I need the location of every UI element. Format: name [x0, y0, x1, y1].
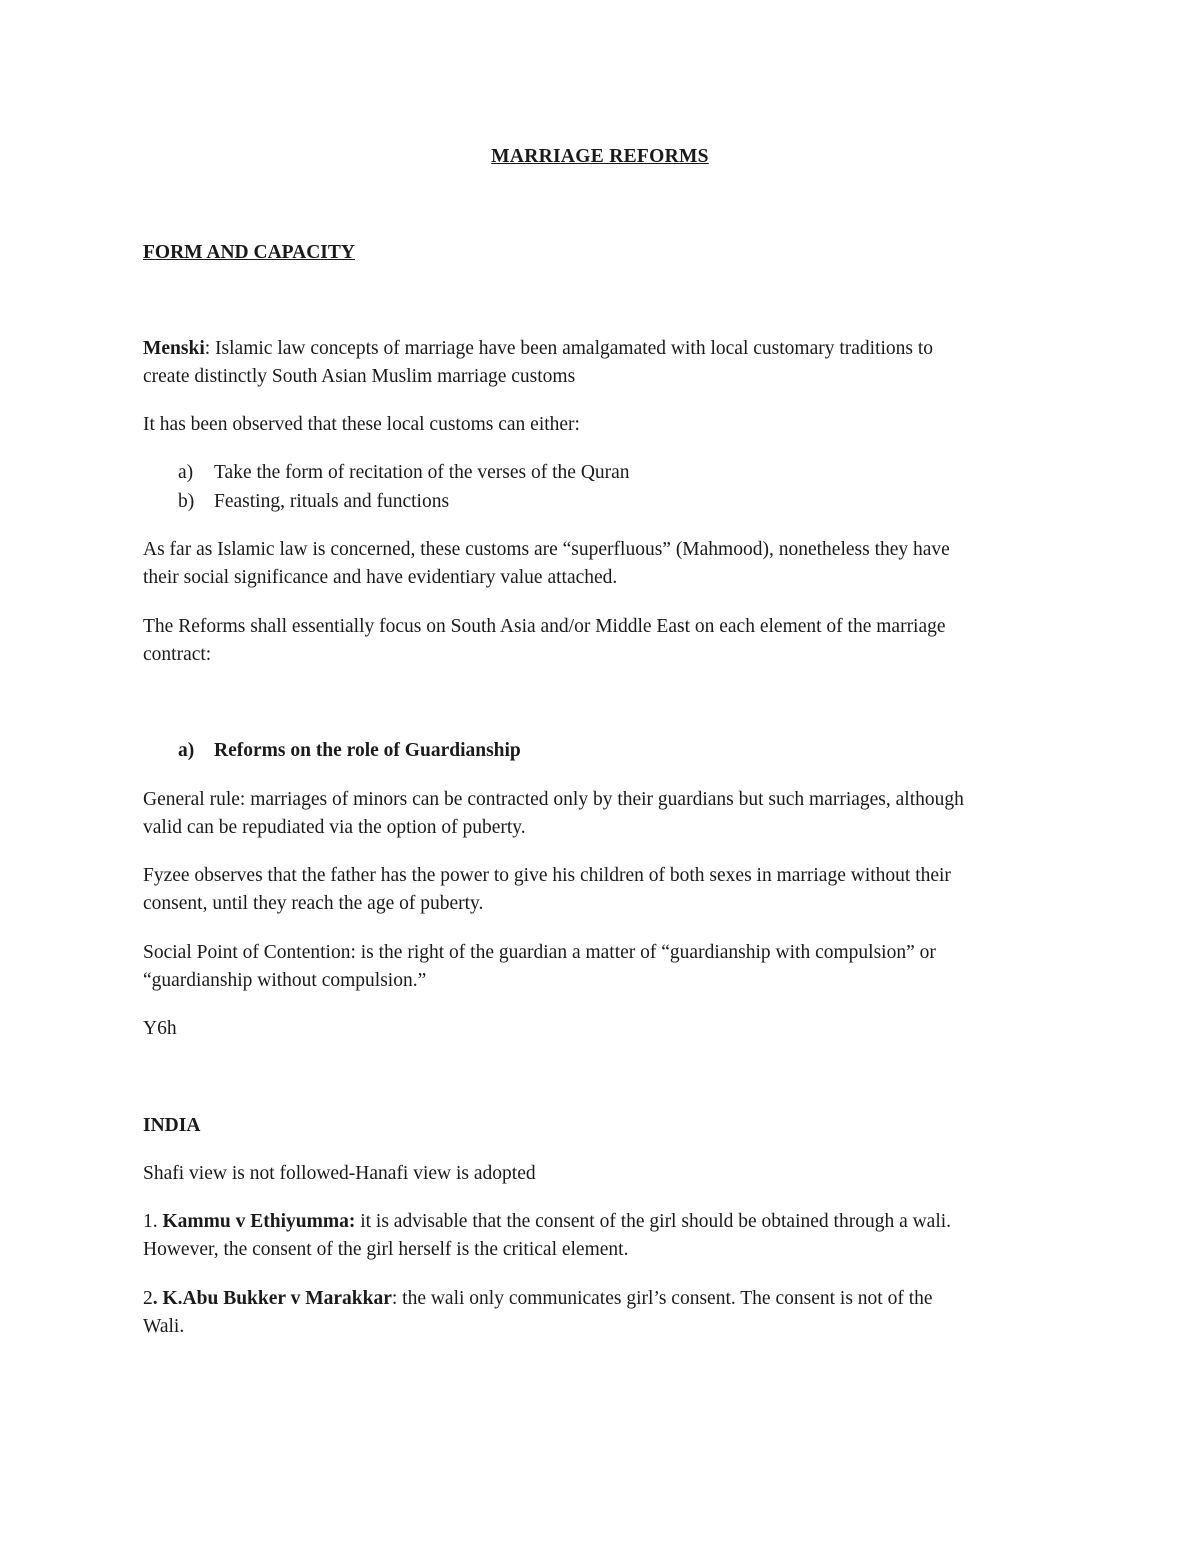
section-heading-form-and-capacity: FORM AND CAPACITY — [143, 242, 355, 263]
list-item-text: Take the form of recitation of the verses of the Quran — [214, 462, 630, 483]
paragraph-menski — [143, 335, 1063, 363]
paragraph-contention-cont: “guardianship without compulsion.” — [143, 970, 427, 991]
author-name: Menski — [143, 338, 205, 359]
paragraph-fyzee: Fyzee observes that the father has the power to give his children of both sexes in marriage without their — [143, 865, 951, 886]
paragraph-superfluous: As far as Islamic law is concerned, these customs are “superfluous” (Mahmood), nonetheless they have — [143, 539, 950, 560]
subheading-marker: a) — [178, 740, 195, 761]
case-text: it is advisable that the consent of the girl should be obtained through a wali. — [355, 1211, 952, 1232]
paragraph-contention: Social Point of Contention: is the right of the guardian a matter of “guardianship with compulsion” or — [143, 942, 936, 963]
list-item — [178, 459, 1058, 487]
list-marker: b) — [178, 491, 195, 512]
subheading-text: Reforms on the role of Guardianship — [214, 740, 521, 761]
paragraph-general-rule: General rule: marriages of minors can be contracted only by their guardians but such marriages, although — [143, 789, 964, 810]
paragraph-menski-cont: create distinctly South Asian Muslim marriage customs — [143, 366, 576, 387]
paragraph-y6h: Y6h — [143, 1018, 177, 1039]
case-abu-bukker — [143, 1285, 1063, 1313]
paragraph-local-customs: It has been observed that these local customs can either: — [143, 414, 580, 435]
paragraph-fyzee-cont: consent, until they reach the age of puberty. — [143, 893, 484, 914]
case-name: . K.Abu Bukker v Marakkar — [152, 1288, 392, 1309]
case-abu-bukker-cont: Wali. — [143, 1316, 185, 1337]
paragraph-superfluous-cont: their social significance and have evidentiary value attached. — [143, 567, 618, 588]
case-text: : the wali only communicates girl’s consent. The consent is not of the — [391, 1288, 933, 1309]
case-kammu — [143, 1208, 1063, 1236]
case-kammu-cont: However, the consent of the girl herself is the critical element. — [143, 1239, 629, 1260]
paragraph-shafi-hanafi: Shafi view is not followed-Hanafi view is adopted — [143, 1163, 536, 1184]
paragraph-reforms-focus: The Reforms shall essentially focus on South Asia and/or Middle East on each element of the marriage — [143, 616, 946, 637]
case-number: 2 — [143, 1288, 153, 1309]
document-title: MARRIAGE REFORMS — [491, 146, 709, 167]
case-name: Kammu v Ethiyumma: — [162, 1211, 356, 1232]
list-item-text: Feasting, rituals and functions — [214, 491, 450, 512]
paragraph-reforms-focus-cont: contract: — [143, 644, 212, 665]
list-marker: a) — [178, 462, 194, 483]
paragraph-text: : Islamic law concepts of marriage have been amalgamated with local customary traditions to — [204, 338, 934, 359]
section-heading-india: INDIA — [143, 1115, 201, 1136]
paragraph-general-rule-cont: valid can be repudiated via the option of puberty. — [143, 817, 526, 838]
case-number: 1. — [143, 1211, 163, 1232]
list-item — [178, 488, 1058, 516]
subheading-guardianship — [178, 737, 1058, 765]
